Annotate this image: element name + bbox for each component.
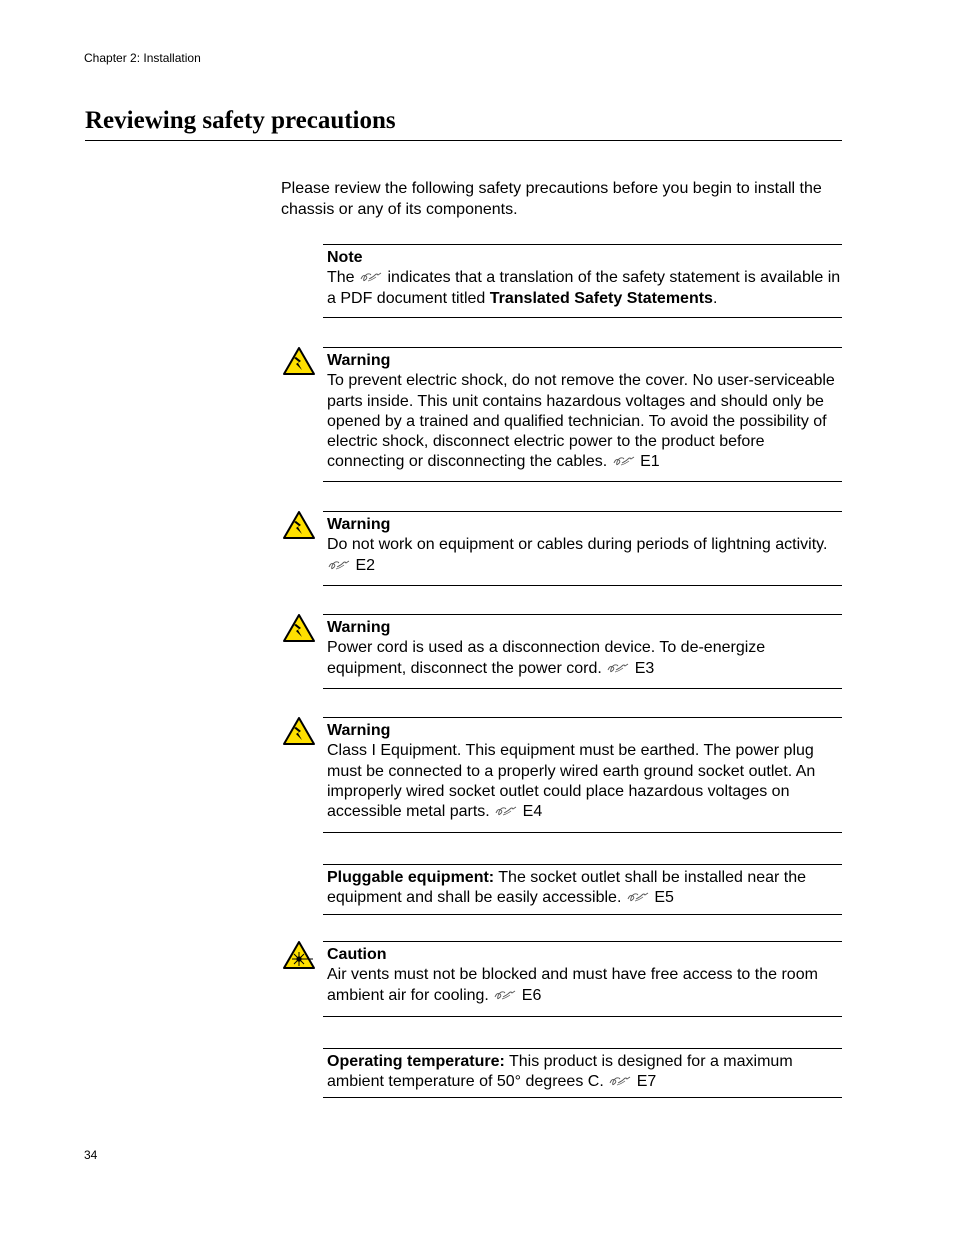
intro-paragraph: Please review the following safety precautions before you begin to install the chassis or any of its components. (281, 180, 822, 218)
translated-safety-statements-title: Translated Safety Statements (489, 289, 713, 307)
statement-code: E2 (355, 556, 376, 574)
pluggable-lead: Pluggable equipment: (327, 869, 495, 886)
warning-heading: Warning (327, 619, 391, 636)
note-heading: Note (327, 249, 363, 266)
translation-symbol-icon (627, 891, 649, 903)
warning-heading: Warning (327, 352, 391, 369)
running-header: Chapter 2: Installation (84, 51, 201, 65)
electrical-hazard-icon (282, 716, 316, 746)
statement-code: E1 (640, 453, 660, 471)
translation-symbol-icon (607, 662, 629, 674)
operating-lead: Operating temperature: (327, 1053, 505, 1070)
translation-symbol-icon (613, 455, 635, 467)
translation-symbol-icon (494, 989, 516, 1001)
electrical-hazard-icon (282, 510, 316, 540)
statement-code: E6 (521, 986, 542, 1004)
note-block: Note The indicates that a translation of the safety statement is available in a PDF document titled Translated Safety Statements. (323, 244, 842, 318)
page-number: 34 (84, 1148, 98, 1162)
page-title: Reviewing safety precautions (85, 106, 842, 141)
caution-heading: Caution (327, 946, 387, 963)
pluggable-equipment-block: Pluggable equipment: The socket outlet shall be installed near the equipment and shall be easily accessible. E5 (323, 864, 842, 915)
warning-block: Warning Class I Equipment. This equipment must be earthed. The power plug must be connected to a properly wired earth ground socket outlet. An improperly wired socket outlet could place hazardous voltages on accessible metal parts. E4 (323, 717, 842, 833)
electrical-hazard-icon (282, 613, 316, 643)
operating-temperature-block: Operating temperature: This product is designed for a maximum ambient temperature of 50° degrees C. E7 (323, 1048, 842, 1098)
translation-symbol-icon (360, 271, 382, 283)
warning-heading: Warning (327, 722, 391, 739)
electrical-hazard-icon (282, 346, 316, 376)
caution-block: Caution Air vents must not be blocked and must have free access to the room ambient air for cooling. E6 (323, 941, 842, 1017)
statement-code: E3 (634, 659, 655, 677)
statement-code: E5 (654, 889, 674, 907)
statement-code: E7 (636, 1073, 657, 1091)
warning-block: Warning Do not work on equipment or cables during periods of lightning activity. E2 (323, 511, 842, 586)
laser-hazard-icon (282, 940, 316, 970)
statement-code: E4 (522, 803, 543, 821)
warning-block: Warning To prevent electric shock, do not remove the cover. No user-serviceable parts inside. This unit contains hazardous voltages and should only be opened by a trained and qualified technician. To avoid the possibility of electric shock, disconnect electric power to the product before connecting or disconnecting the cables. E1 (323, 347, 842, 482)
translation-symbol-icon (609, 1075, 631, 1087)
translation-symbol-icon (328, 559, 350, 571)
warning-heading: Warning (327, 516, 391, 533)
warning-block: Warning Power cord is used as a disconnection device. To de-energize equipment, disconnect the power cord. E3 (323, 614, 842, 689)
translation-symbol-icon (495, 805, 517, 817)
